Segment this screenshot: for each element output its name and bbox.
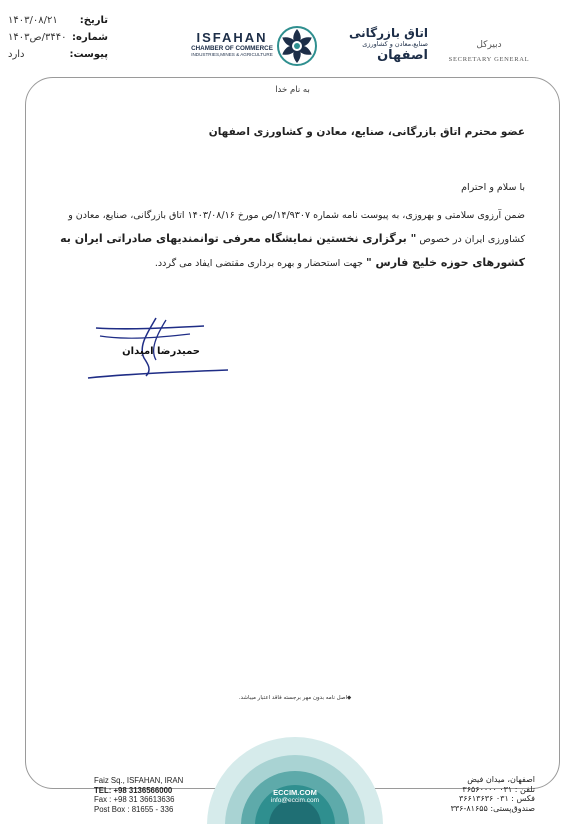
- tel-fa: تلفن : ۰۳۱ ۳۶۵۶۰۰۰۰: [462, 784, 535, 794]
- secretary-en: SECRETARY GENERAL: [448, 56, 530, 63]
- logo-fa-sectors: صنایع،معادن و کشاورزی: [362, 40, 428, 48]
- fax-en: Fax : +98 31 36613636: [94, 795, 175, 804]
- logo-english: [186, 30, 278, 58]
- footer-contact-en: [94, 776, 204, 814]
- footer-emblem-icon: [205, 735, 385, 824]
- meta-number: [8, 29, 108, 46]
- logo-persian: [318, 26, 428, 63]
- signer-name: حمیدرضا امیدان: [122, 346, 200, 357]
- logo-en-sectors: INDUSTRIES,MINES & AGRICULTURE: [191, 52, 273, 57]
- addressee: عضو محترم اتاق بازرگانی، صنایع، معادن و کشاورزی اصفهان: [208, 126, 525, 138]
- secretary-general-heading: [444, 40, 534, 63]
- meta-date-value: ۱۴۰۳/۰۸/۲۱: [8, 15, 58, 26]
- letter-meta: [8, 12, 108, 63]
- meta-date-label: تاریخ:: [79, 15, 108, 26]
- meta-number-value: ۳۴۴۰/ص۱۴۰۳: [8, 32, 67, 43]
- body-text-2: جهت استحضار و بهره برداری مقتضی ایفاد می گردد.: [154, 258, 366, 269]
- meta-attachment-value: دارد: [8, 49, 25, 60]
- body-event-title: " برگزاری نخستین نمایشگاه معرفی توانمندیهای صادراتی ایران به کشورهای حوزه خلیج فارس ": [60, 232, 525, 269]
- address-fa: اصفهان، میدان فیض: [467, 775, 535, 784]
- secretary-fa: دبیرکل: [476, 40, 502, 50]
- meta-date: [8, 12, 108, 29]
- chamber-logo-icon: [276, 25, 318, 67]
- logo-fa-city: اصفهان: [377, 48, 428, 63]
- pobox-fa: صندوق‌پستی: ۸۱۶۵۵-۳۳۶: [450, 803, 535, 813]
- footer-contact-fa: [410, 775, 535, 813]
- logo-fa-title: اتاق بازرگانی: [349, 26, 428, 40]
- email-link[interactable]: info@eccim.com: [270, 797, 320, 804]
- pobox-en: Post Box : 81655 - 336: [94, 804, 174, 814]
- meta-attachment-label: پیوست:: [69, 49, 108, 60]
- body-text-1: ضمن آرزوی سلامتی و بهروزی، به پیوست نامه شماره ۱۴/۹۳۰۷/ص مورخ ۱۴۰۳/۰۸/۱۶ اتاق بازرگانی، صنایع، معادن و کشاورزی ایران در خصوص: [68, 210, 525, 245]
- logo-en-city: ISFAHAN: [196, 30, 268, 45]
- logo-en-chamber: CHAMBER OF COMMERCE: [191, 45, 273, 52]
- fax-fa: فکس : ۰۳۱ ۳۶۶۱۳۶۳۶: [458, 794, 535, 803]
- website-link[interactable]: ECCIM.COM: [273, 788, 317, 797]
- bismillah: به نام خدا: [275, 85, 310, 95]
- letter-body: [60, 204, 525, 275]
- footnote: ◆اصل نامه بدون مهر برجسته فاقد اعتبار میباشد.: [238, 695, 352, 701]
- address-en: Faiz Sq., ISFAHAN, IRAN: [94, 776, 184, 785]
- greeting: با سلام و احترام: [461, 182, 525, 193]
- meta-attachment: [8, 46, 108, 63]
- meta-number-label: شماره:: [72, 32, 108, 43]
- tel-en: TEL: +98 3136566000: [94, 785, 173, 795]
- website-block: [250, 788, 340, 804]
